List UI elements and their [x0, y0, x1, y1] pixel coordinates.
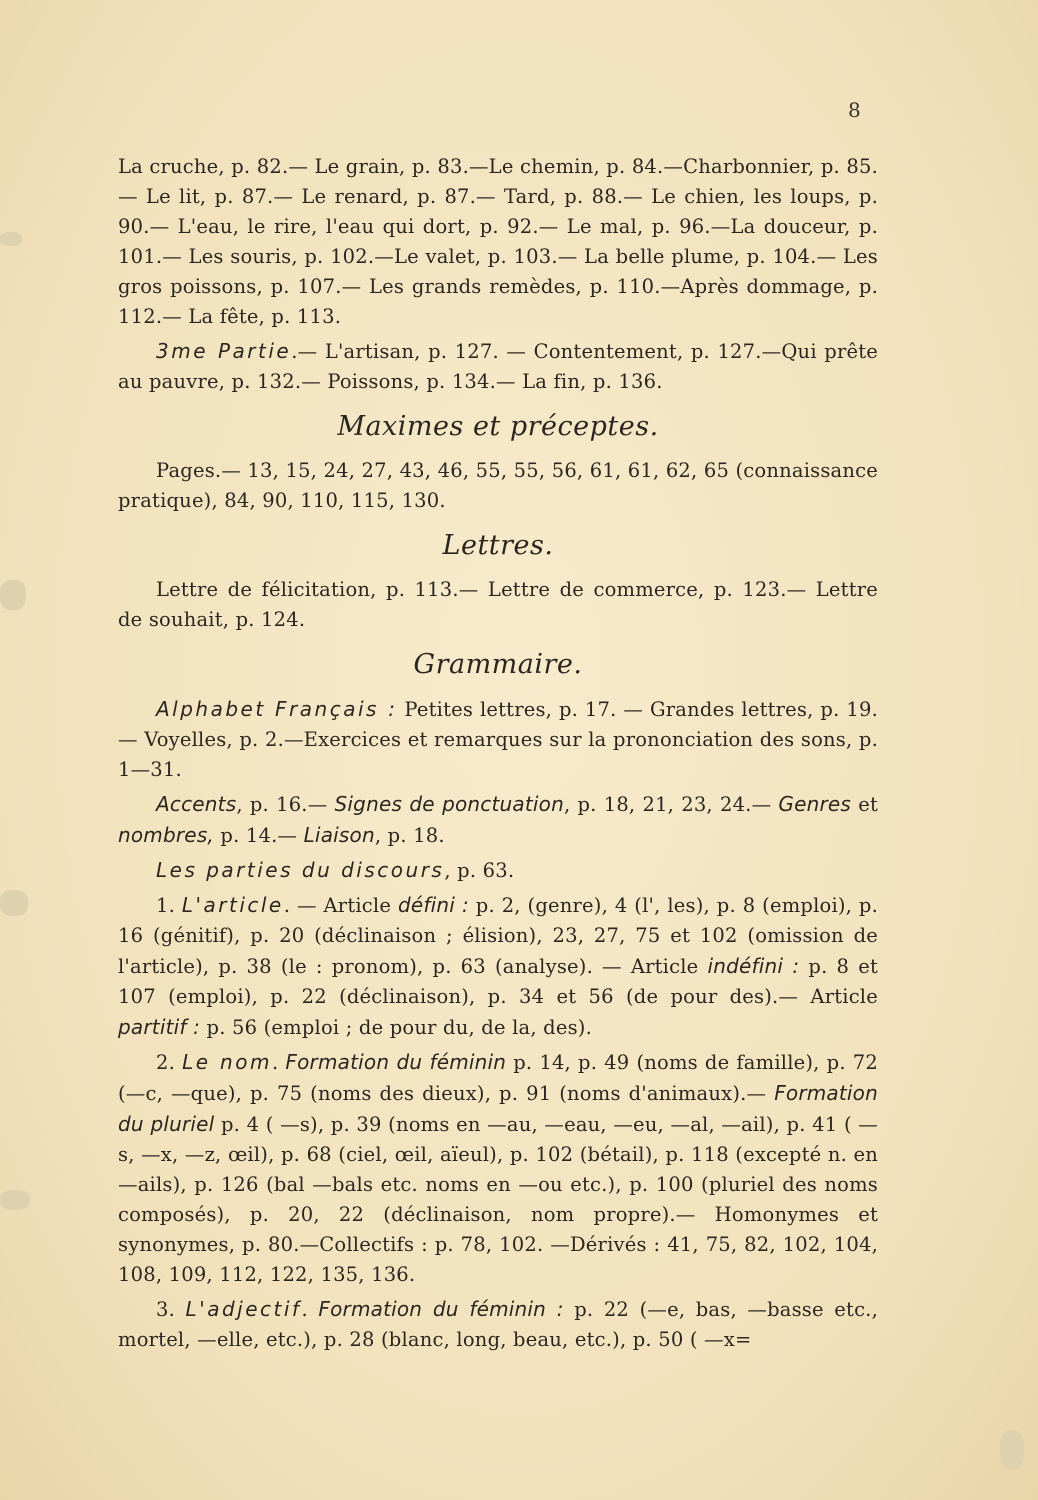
nombres-text: p. 14.—: [214, 824, 304, 847]
accents-paragraph: [118, 789, 878, 851]
third-part-text: .— L'artisan, p. 127. — Contentement, p. 127.—Qui prête au pauvre, p. 132.— Poissons, p. 134.— La fin, p. 136.: [118, 340, 878, 393]
paper-speck: [0, 232, 22, 246]
section-heading-lettres: Lettres.: [442, 530, 554, 561]
nom-pluriel: Formation du pluriel: [118, 1081, 878, 1136]
nom-feminin: Formation du féminin: [285, 1050, 507, 1074]
nom-num: 2.: [156, 1051, 183, 1074]
page-number: 8: [848, 98, 861, 122]
article-text-3: p. 8 et 107 (emploi), p. 22 (déclinaison), p. 34 et 56 (de pour des).— Article: [118, 955, 878, 1008]
section-heading-grammaire: Grammaire.: [413, 649, 583, 680]
adjectif-num: 3.: [156, 1298, 186, 1321]
fables-list: La cruche, p. 82.— Le grain, p. 83.—Le chemin, p. 84.—Charbonnier, p. 85.— Le lit, p. 87.— Le renard, p. 87.— Tard, p. 88.— Le chien, les loups, p. 90.— L'eau, le rire, l'eau qui dort, p. 92.— Le mal, p. 96.—La douceur, p. 101.— Les souris, p. 102.—Le valet, p. 103.— La belle plume, p. 104.— Les gros poissons, p. 107.— Les grands remèdes, p. 110.—Après dommage, p. 112.— La fête, p. 113.: [118, 155, 878, 328]
accents-text: , p. 16.—: [236, 793, 335, 816]
lettres-text: Lettre de félicitation, p. 113.— Lettre de commerce, p. 123.— Lettre de souhait, p. 124.: [118, 578, 878, 631]
alphabet-label: Alphabet Français :: [156, 697, 398, 721]
article-partitif: partitif :: [118, 1015, 201, 1039]
article-paragraph: [118, 890, 878, 1043]
parties-paragraph: [118, 855, 878, 886]
paper-speck: [0, 890, 28, 916]
adjectif-paragraph: [118, 1294, 878, 1355]
article-text-4: p. 56 (emploi ; de pour du, de la, des).: [200, 1016, 592, 1039]
adjectif-text-2: p. 22 (—e, bas, —basse etc., mortel, —elle, etc.), p. 28 (blanc, long, beau, etc.), p. 50 ( —x=: [118, 1298, 878, 1351]
liaison-text: , p. 18.: [374, 824, 445, 847]
adjectif-feminin: Formation du féminin :: [318, 1297, 564, 1321]
paper-speck: [1000, 1430, 1024, 1470]
alphabet-paragraph: [118, 694, 878, 785]
genres-label: Genres: [778, 792, 852, 816]
adjectif-label: L'adjectif: [185, 1297, 302, 1321]
ponctuation-label: Signes de ponctuation: [334, 792, 564, 816]
article-label: L'article: [181, 893, 284, 917]
third-part-label: 3me Partie: [156, 339, 292, 363]
parties-label: Les parties du discours: [156, 858, 445, 882]
page-content: [118, 152, 878, 1359]
nom-text-2: p. 14, p. 49 (noms de famille), p. 72 (—c, —que), p. 75 (noms des dieux), p. 91 (noms d'animaux).—: [118, 1051, 879, 1105]
adjectif-text-1: .: [301, 1298, 319, 1321]
nombres-label: nombres,: [118, 823, 214, 847]
article-defini: défini :: [397, 893, 469, 917]
paper-speck: [0, 1190, 30, 1210]
accents-label: Accents: [156, 792, 237, 816]
alphabet-text: Petites lettres, p. 17. — Grandes lettres, p. 19.— Voyelles, p. 2.—Exercices et remarques sur la prononciation des sons, p. 1—31.: [118, 698, 878, 781]
section-heading-maximes: Maximes et préceptes.: [337, 411, 659, 442]
third-part-paragraph: [118, 336, 878, 397]
nom-text-3: p. 4 ( —s), p. 39 (noms en —au, —eau, —eu, —al, —ail), p. 41 ( —s, —x, —z, œil), p. 68 (ciel, œil, aïeul), p. 102 (bétail), p. 118 (excepté n. en —ails), p. 126 (bal —bals etc. noms en —ou etc.), p. 100 (pluriel des noms composés), p. 20, 22 (déclinaison, nom propre).— Homonymes et synonymes, p. 80.—Collectifs : p. 78, 102. —Dérivés : 41, 75, 82, 102, 104, 108, 109, 112, 122, 135, 136.: [118, 1113, 878, 1286]
parties-text: , p. 63.: [444, 859, 515, 882]
article-text-2: p. 2, (genre), 4 (l', les), p. 8 (emploi), p. 16 (génitif), p. 20 (déclinaison ; élision), 23, 27, 75 et 102 (omission de l'article), p. 38 (le : pronom), p. 63 (analyse). — Article: [118, 894, 879, 978]
nom-label: Le nom: [182, 1050, 272, 1074]
nom-text-1: .: [271, 1051, 286, 1074]
nom-paragraph: [118, 1047, 878, 1290]
ponctuation-text: , p. 18, 21, 23, 24.—: [563, 793, 779, 816]
maximes-text: Pages.— 13, 15, 24, 27, 43, 46, 55, 55, 56, 61, 61, 62, 65 (connaissance pratique), 84, 90, 110, 115, 130.: [118, 459, 878, 512]
paper-speck: [0, 580, 26, 610]
article-num: 1.: [156, 894, 182, 917]
article-indefini: indéfini :: [707, 954, 800, 978]
article-text-1: . — Article: [283, 894, 398, 917]
liaison-label: Liaison: [303, 823, 375, 847]
genres-mid: et: [851, 793, 878, 816]
